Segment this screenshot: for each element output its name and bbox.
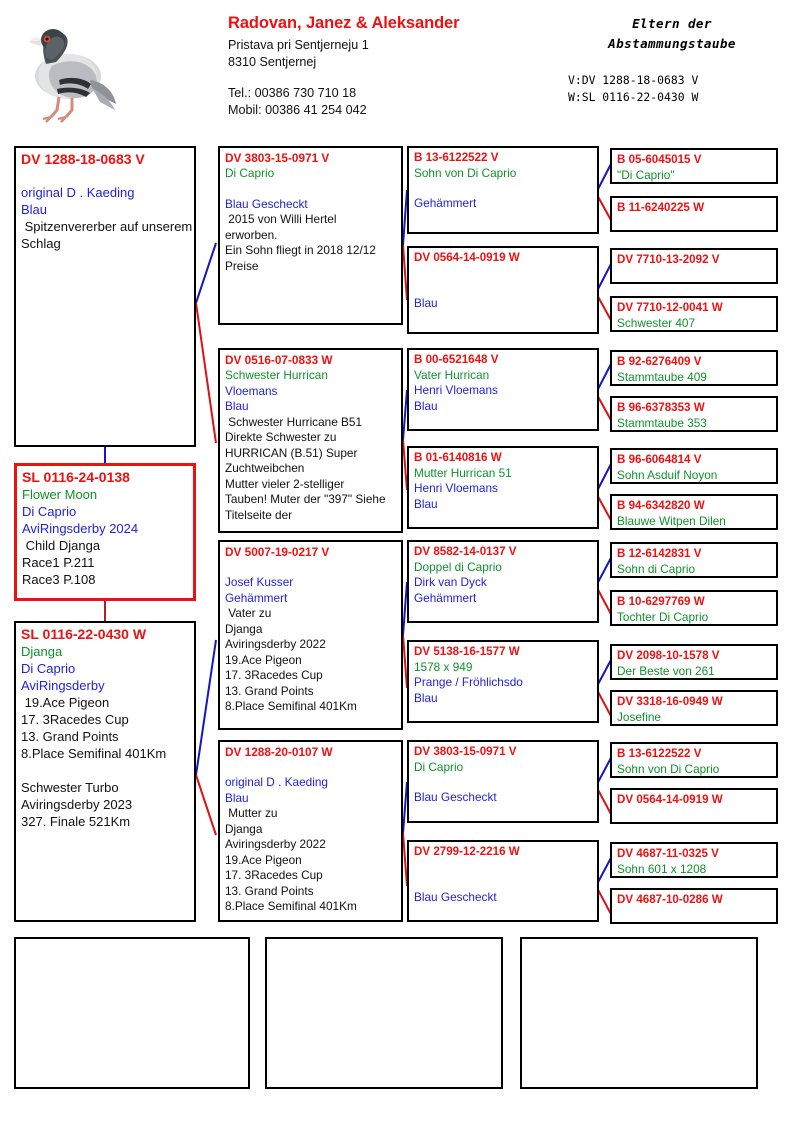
plumage-colour: Blau Gescheckt xyxy=(414,889,497,904)
connector-mother-c1-a xyxy=(196,303,216,443)
pedigree-box-gggp-11[interactable] xyxy=(610,644,778,680)
pedigree-box-gggp-12[interactable] xyxy=(610,690,778,726)
note-line: Zuchtweibchen xyxy=(225,461,305,475)
breeder-origin: Vloemans xyxy=(225,383,278,398)
plumage-colour: Blau Gescheckt xyxy=(414,790,497,804)
pedigree-box-gp-2[interactable] xyxy=(218,348,403,533)
connector-father-c1-a xyxy=(196,243,216,303)
note-line: Direkte Schwester zu xyxy=(225,430,337,444)
pedigree-box-gp-1[interactable] xyxy=(218,146,403,325)
ring-number: DV 5138-16-1577 W xyxy=(414,645,520,658)
pigeon-name: Josefine xyxy=(617,709,661,724)
note-line: Ein Sohn fliegt in 2018 12/12 xyxy=(225,243,376,257)
line-spacer xyxy=(225,182,397,197)
parents-mother-ring: W:SL 0116-22-0430 W xyxy=(568,90,699,104)
pigeon-name: 1578 x 949 xyxy=(414,659,473,674)
pigeon-name: Stammtaube 409 xyxy=(617,369,707,384)
ring-number: B 05-6045015 V xyxy=(617,153,702,166)
note-line: 13. Grand Points xyxy=(225,683,314,698)
address-line-2: 8310 Sentjernej xyxy=(228,55,317,69)
note-line: 8.Place Semifinal 401Km xyxy=(225,899,357,913)
ring-number: DV 0564-14-0919 W xyxy=(617,793,723,806)
breeder-name: Radovan, Janez & Aleksander xyxy=(228,14,460,32)
ring-number: DV 1288-20-0107 W xyxy=(225,745,333,759)
parents-heading-line-2: Abstammungstaube xyxy=(608,36,736,51)
line-spacer xyxy=(21,168,190,184)
note-line: Vater zu xyxy=(225,606,272,620)
note-line: Race1 P.211 xyxy=(22,555,95,570)
note-line: 13. Grand Points xyxy=(225,883,314,898)
pedigree-box-gggp-4[interactable] xyxy=(610,296,778,332)
note-line: Tauben! Muter der "397" Siehe xyxy=(225,492,386,506)
plumage-colour: Blau xyxy=(414,398,438,413)
plumage-colour: Gehämmert xyxy=(414,196,477,210)
note-line: Aviringsderby 2023 xyxy=(21,797,133,812)
plumage-colour: Blau xyxy=(21,202,48,217)
pigeon-name: Mutter Hurrican 51 xyxy=(414,465,512,480)
ring-number: DV 3803-15-0971 V xyxy=(414,745,517,758)
note-line: 8.Place Semifinal 401Km xyxy=(21,746,167,761)
note-line: Djanga xyxy=(225,621,263,636)
breeder-origin: Prange / Fröhlichsdo xyxy=(414,675,523,689)
pedigree-box-subject[interactable] xyxy=(14,463,196,601)
note-line: 327. Finale 521Km xyxy=(21,814,131,829)
pedigree-box-gggp-6[interactable] xyxy=(610,396,778,432)
ring-number: B 94-6342820 W xyxy=(617,499,705,512)
pigeon-name: Sohn von Di Caprio xyxy=(617,761,720,776)
ring-number: DV 2799-12-2216 W xyxy=(414,845,520,858)
derby-name: AviRingsderby 2024 xyxy=(22,521,139,536)
bottom-empty-box-1[interactable] xyxy=(14,937,250,1089)
ring-number: DV 5007-19-0217 V xyxy=(225,545,330,559)
pedigree-box-ggp-5[interactable] xyxy=(407,540,599,623)
stem-to-mother xyxy=(104,601,106,621)
line-spacer xyxy=(414,181,593,196)
ring-number: B 11-6240225 W xyxy=(617,201,705,214)
ring-number: B 96-6378353 W xyxy=(617,401,705,414)
pedigree-box-gggp-9[interactable] xyxy=(610,542,778,578)
ring-number: SL 0116-22-0430 W xyxy=(21,626,147,642)
pedigree-box-gggp-2[interactable] xyxy=(610,196,778,232)
breeder-origin: original D . Kaeding xyxy=(225,775,328,789)
pedigree-box-gggp-7[interactable] xyxy=(610,448,778,484)
pedigree-box-ggp-3[interactable] xyxy=(407,348,599,431)
line-spacer xyxy=(225,760,397,775)
pedigree-box-subject-father[interactable] xyxy=(14,146,196,447)
parents-father-ring: V:DV 1288-18-0683 V xyxy=(568,73,699,87)
strain-name: Di Caprio xyxy=(22,504,77,519)
bottom-empty-box-2[interactable] xyxy=(265,937,503,1089)
note-line: Djanga xyxy=(225,821,263,836)
pigeon-name: Sohn di Caprio xyxy=(617,561,696,576)
stem-to-father xyxy=(104,447,106,463)
ring-number: B 96-6064814 V xyxy=(617,453,702,466)
plumage-colour: Blau xyxy=(414,295,438,310)
pedigree-box-gggp-8[interactable] xyxy=(610,494,778,530)
pigeon-name: Sohn 601 x 1208 xyxy=(617,861,707,876)
note-line: Mutter zu xyxy=(225,806,278,820)
note-line: Child Djanga xyxy=(22,538,101,553)
note-line: Schlag xyxy=(21,236,61,251)
note-line: 19.Ace Pigeon xyxy=(21,695,110,710)
plumage-colour: Gehämmert xyxy=(414,590,477,605)
ring-number: DV 1288-18-0683 V xyxy=(21,151,145,167)
plumage-colour: Blau xyxy=(225,790,249,805)
note-line: 17. 3Racedes Cup xyxy=(225,868,323,882)
line-spacer xyxy=(414,775,593,790)
connector-father-c1-b xyxy=(196,640,216,775)
note-line: Race3 P.108 xyxy=(22,572,96,587)
pedigree-box-subject-mother[interactable] xyxy=(14,621,196,922)
ring-number: SL 0116-24-0138 xyxy=(22,469,130,485)
pigeon-name: Blauwe Witpen Dilen xyxy=(617,513,726,528)
ring-number: B 13-6122522 V xyxy=(617,747,702,760)
note-line: 8.Place Semifinal 401Km xyxy=(225,699,357,713)
line-spacer xyxy=(414,860,593,875)
note-line: Schwester Hurricane B51 xyxy=(225,414,363,429)
breeder-origin: Josef Kusser xyxy=(225,575,294,589)
note-line: 19.Ace Pigeon xyxy=(225,852,302,867)
address-line-1: Pristava pri Sentjerneju 1 xyxy=(228,38,369,52)
note-line: erworben. xyxy=(225,227,278,242)
ring-number: DV 4687-10-0286 W xyxy=(617,893,723,906)
pigeon-name: "Di Caprio" xyxy=(617,167,675,182)
note-line: Spitzenvererber auf unserem xyxy=(21,219,193,234)
plumage-colour: Blau Gescheckt xyxy=(225,196,308,211)
pigeon-name: Der Beste von 261 xyxy=(617,663,715,678)
parents-heading-line-1: Eltern der xyxy=(632,16,712,31)
plumage-colour: Blau xyxy=(414,690,438,705)
breeder-origin: Henri Vloemans xyxy=(414,481,498,495)
breeder-origin: Henri Vloemans xyxy=(414,383,498,397)
pigeon-name: Schwester Hurrican xyxy=(225,368,328,382)
ring-number: DV 0516-07-0833 W xyxy=(225,353,333,367)
ring-number: DV 3803-15-0971 V xyxy=(225,151,330,165)
note-line: Titelseite der xyxy=(225,507,293,522)
pigeon-name: Di Caprio xyxy=(414,759,464,774)
line-spacer xyxy=(414,281,593,296)
pigeon-name: Schwester 407 xyxy=(617,315,696,330)
mobile-line: Mobil: 00386 41 254 042 xyxy=(228,103,367,117)
pedigree-box-ggp-8[interactable] xyxy=(407,840,599,922)
pedigree-box-gggp-10[interactable] xyxy=(610,590,778,626)
note-line xyxy=(21,762,190,779)
derby-name: AviRingsderby xyxy=(21,678,105,693)
phone-line: Tel.: 00386 730 710 18 xyxy=(228,86,357,100)
ring-number: DV 4687-11-0325 V xyxy=(617,847,719,860)
ring-number: B 00-6521648 V xyxy=(414,353,499,366)
note-line: Schwester Turbo xyxy=(21,780,119,795)
pedigree-box-gggp-13[interactable] xyxy=(610,742,778,778)
note-line: Aviringsderby 2022 xyxy=(225,837,326,851)
pedigree-box-ggp-6[interactable] xyxy=(407,640,599,723)
ring-number: B 13-6122522 V xyxy=(414,151,499,164)
line-spacer xyxy=(414,875,593,890)
pigeon-name: Sohn Asduif Noyon xyxy=(617,467,718,482)
plumage-colour: Blau xyxy=(225,399,249,413)
strain-name: Di Caprio xyxy=(21,661,76,676)
breeder-origin: original D . Kaeding xyxy=(21,185,135,200)
pigeon-name: Sohn von Di Caprio xyxy=(414,165,517,180)
plumage-colour: Blau xyxy=(414,496,438,511)
ring-number: DV 7710-12-0041 W xyxy=(617,301,723,314)
line-spacer xyxy=(414,266,593,281)
pigeon-name: Stammtaube 353 xyxy=(617,415,707,430)
note-line: 17. 3Racedes Cup xyxy=(21,712,129,727)
pigeon-name: Doppel di Caprio xyxy=(414,559,502,574)
pigeon-name: Flower Moon xyxy=(22,487,98,502)
note-line: 17. 3Racedes Cup xyxy=(225,668,323,682)
note-line: Mutter vieler 2-stelliger xyxy=(225,476,345,491)
pedigree-box-gggp-16[interactable] xyxy=(610,888,778,924)
pedigree-box-ggp-2[interactable] xyxy=(407,246,599,334)
ring-number: B 10-6297769 W xyxy=(617,595,705,608)
connector-mother-c1-b xyxy=(196,775,216,835)
line-spacer xyxy=(225,560,397,575)
pedigree-box-ggp-4[interactable] xyxy=(407,446,599,529)
pedigree-box-gggp-5[interactable] xyxy=(610,350,778,386)
bottom-empty-box-3[interactable] xyxy=(520,937,758,1089)
pedigree-box-gggp-1[interactable] xyxy=(610,148,778,184)
pedigree-box-gp-3[interactable] xyxy=(218,540,403,730)
ring-number: DV 8582-14-0137 V xyxy=(414,545,517,558)
ring-number: DV 0564-14-0919 W xyxy=(414,251,520,264)
note-line: Preise xyxy=(225,258,259,273)
ring-number: DV 7710-13-2092 V xyxy=(617,253,720,266)
ring-number: B 12-6142831 V xyxy=(617,547,702,560)
ring-number: B 92-6276409 V xyxy=(617,355,702,368)
pedigree-box-gggp-14[interactable] xyxy=(610,788,778,824)
ring-number: DV 3318-16-0949 W xyxy=(617,695,723,708)
pedigree-box-gp-4[interactable] xyxy=(218,740,403,922)
note-line: HURRICAN (B.51) Super xyxy=(225,445,358,460)
note-line: 19.Ace Pigeon xyxy=(225,652,302,667)
pedigree-box-ggp-1[interactable] xyxy=(407,146,599,234)
note-line: 2015 von Willi Hertel xyxy=(225,212,337,226)
breeder-origin: Dirk van Dyck xyxy=(414,575,487,589)
note-line: Aviringsderby 2022 xyxy=(225,637,326,651)
pedigree-box-ggp-7[interactable] xyxy=(407,740,599,823)
note-line: 13. Grand Points xyxy=(21,729,119,744)
plumage-colour: Gehämmert xyxy=(225,590,288,605)
pedigree-box-gggp-15[interactable] xyxy=(610,842,778,878)
ring-number: B 01-6140816 W xyxy=(414,451,502,464)
pedigree-box-gggp-3[interactable] xyxy=(610,248,778,284)
pigeon-name: Djanga xyxy=(21,644,63,659)
pigeon-name: Tochter Di Caprio xyxy=(617,609,709,624)
ring-number: DV 2098-10-1578 V xyxy=(617,649,720,662)
pigeon-name: Di Caprio xyxy=(225,166,275,180)
pigeon-name: Vater Hurrican xyxy=(414,367,490,382)
